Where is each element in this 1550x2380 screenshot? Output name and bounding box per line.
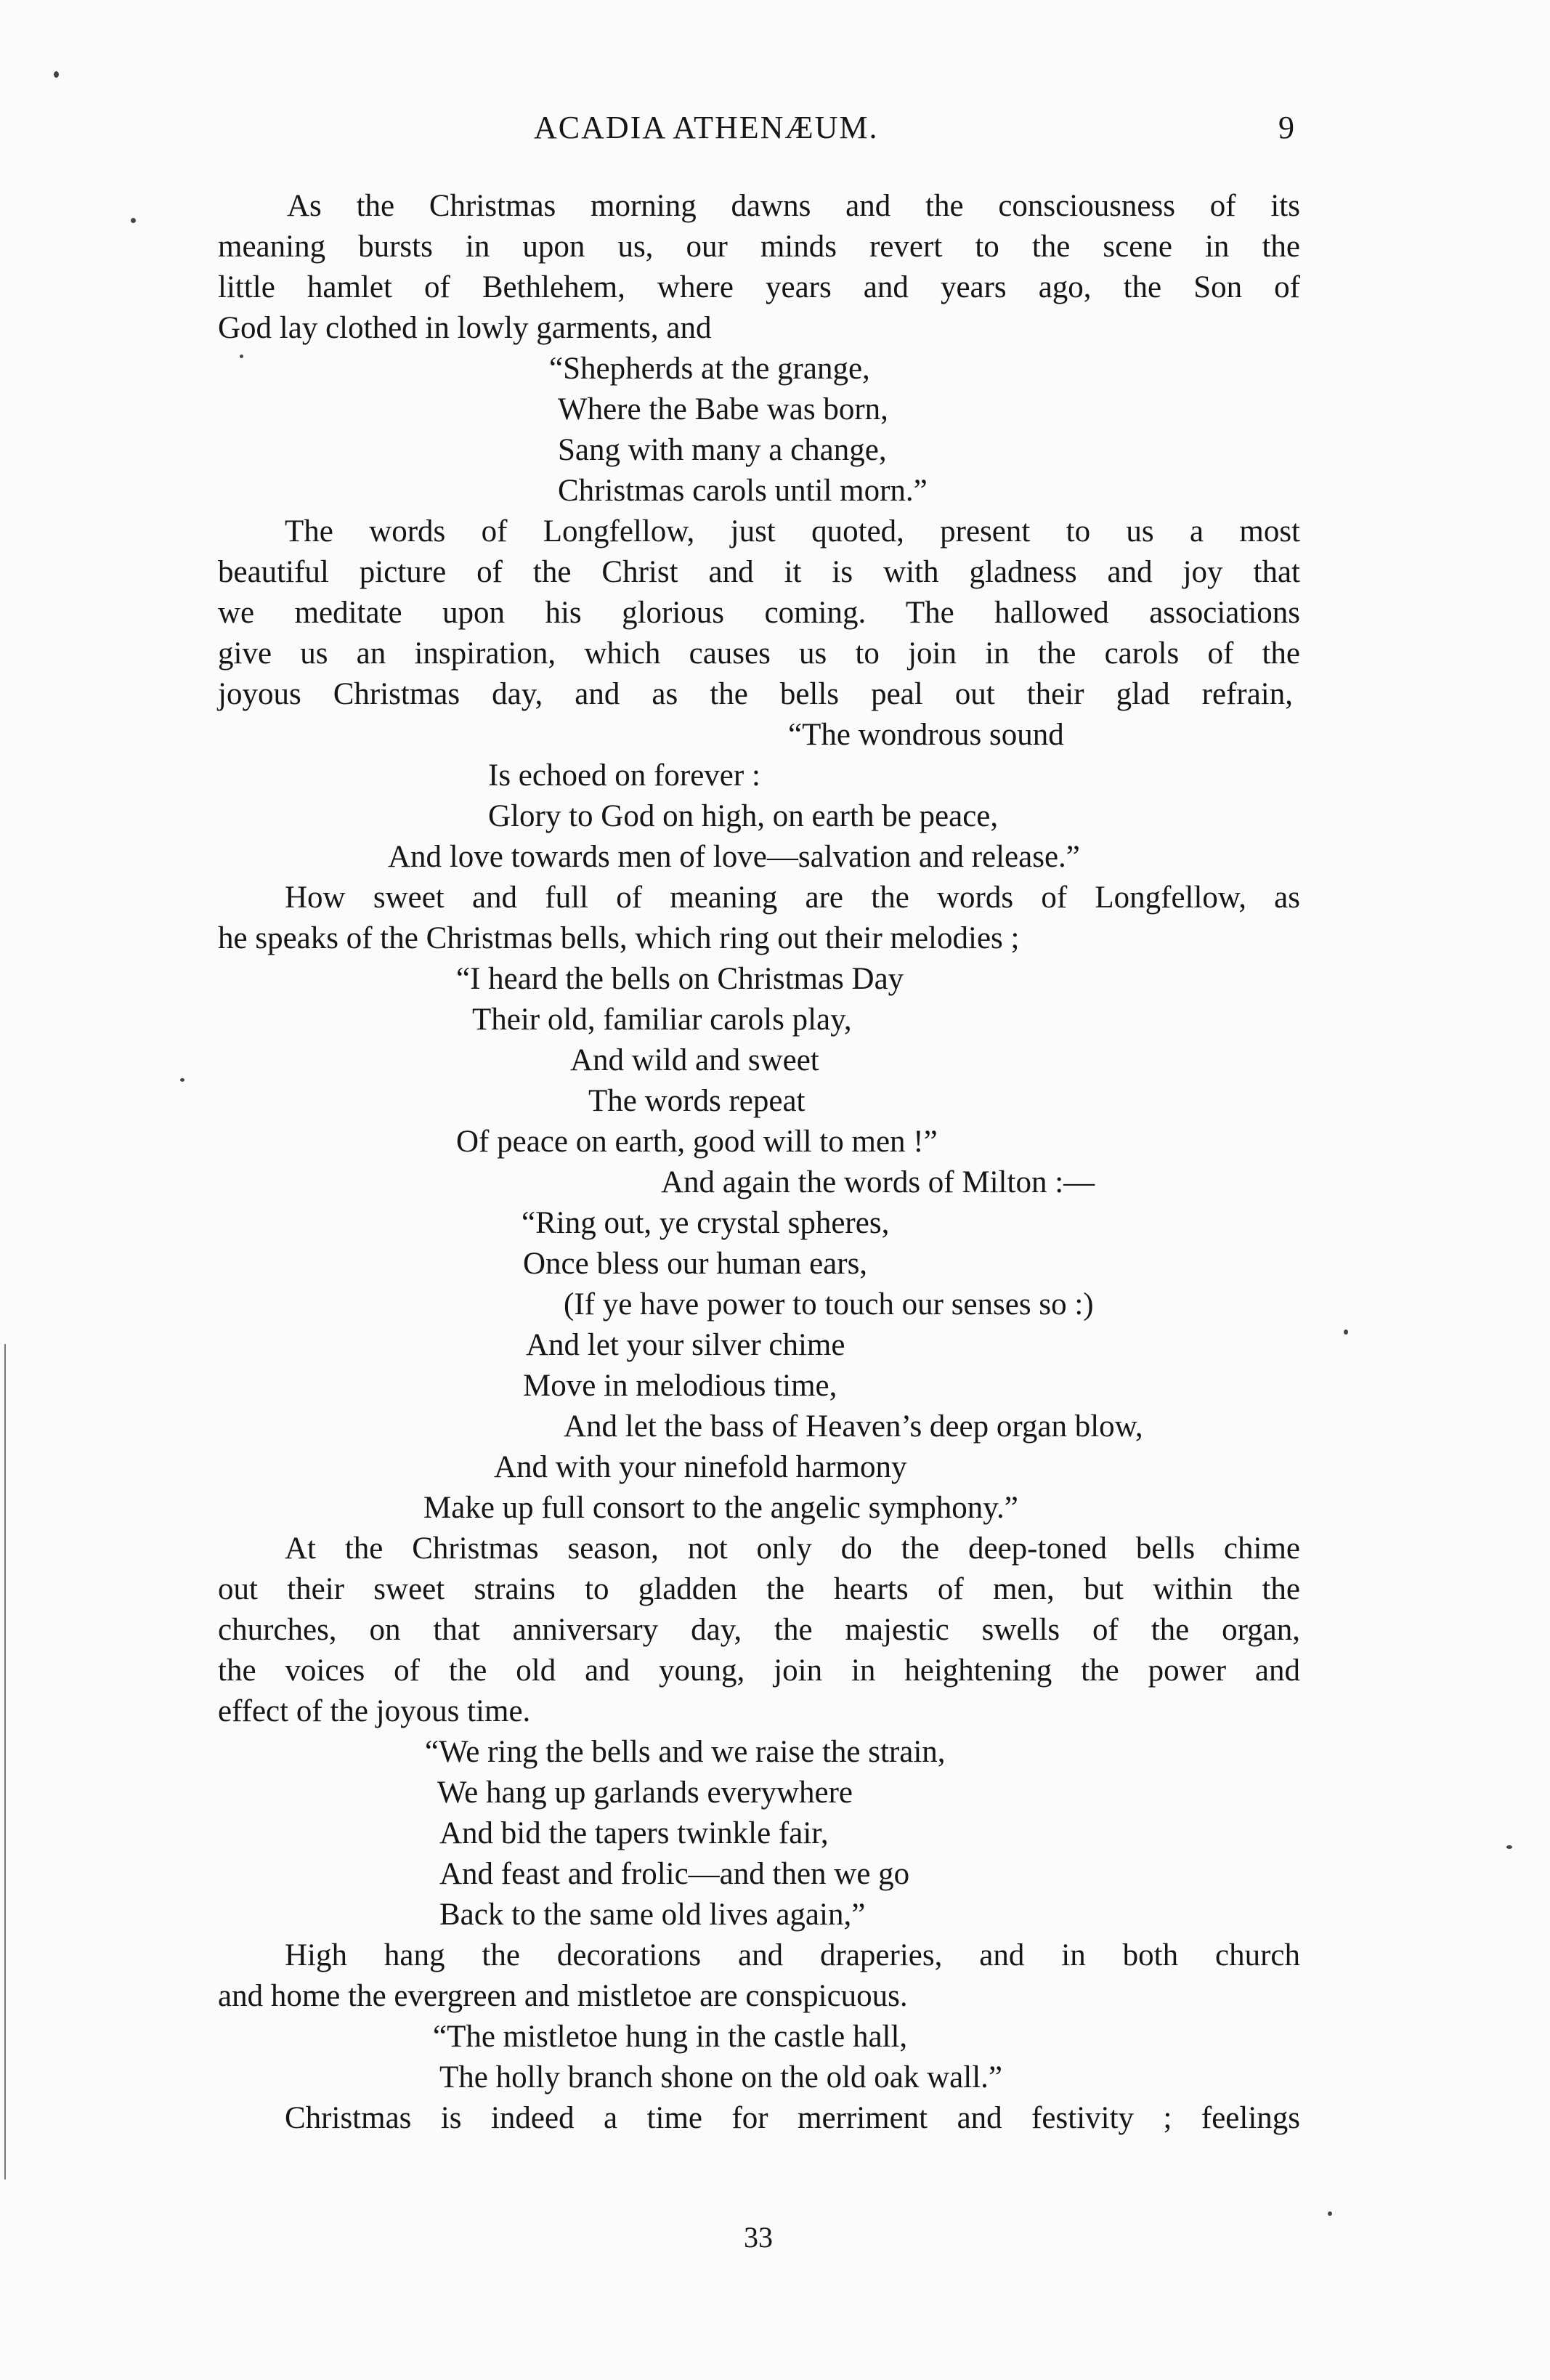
verse-line: “We ring the bells and we raise the strain, bbox=[425, 1735, 946, 1769]
verse-line: Their old, familiar carols play, bbox=[472, 1003, 852, 1037]
verse-line: Sang with many a change, bbox=[558, 433, 887, 467]
verse-line: “I heard the bells on Christmas Day bbox=[456, 962, 904, 996]
verse-line: We hang up garlands everywhere bbox=[437, 1776, 853, 1810]
text-line: give us an inspiration, which causes us to join in the carols of the bbox=[218, 636, 1300, 671]
verse-line: And love towards men of love—salvation and release.” bbox=[388, 840, 1080, 874]
verse-line: And bid the tapers twinkle fair, bbox=[439, 1816, 829, 1850]
ink-speck bbox=[1344, 1329, 1348, 1335]
verse-line: And let your silver chime bbox=[526, 1328, 845, 1362]
ink-speck bbox=[180, 1078, 184, 1082]
text-line: meaning bursts in upon us, our minds revert to the scene in the bbox=[218, 230, 1300, 264]
text-line: we meditate upon his glorious coming. The hallowed associations bbox=[218, 596, 1300, 630]
verse-line: Once bless our human ears, bbox=[523, 1247, 868, 1281]
verse-line: And with your ninefold harmony bbox=[494, 1450, 907, 1484]
text-line: little hamlet of Bethlehem, where years and years ago, the Son of bbox=[218, 270, 1300, 304]
verse-line: Make up full consort to the angelic symphony.” bbox=[423, 1491, 1018, 1525]
text-line: out their sweet strains to gladden the hearts of men, but within the bbox=[218, 1572, 1300, 1606]
ink-speck bbox=[131, 218, 136, 223]
verse-line: Back to the same old lives again,” bbox=[439, 1898, 866, 1932]
verse-line: The holly branch shone on the old oak wall.” bbox=[439, 2060, 1002, 2094]
verse-line: (If ye have power to touch our senses so :) bbox=[564, 1287, 1094, 1321]
text-line: How sweet and full of meaning are the words of Longfellow, as bbox=[285, 881, 1300, 915]
signature-mark: 33 bbox=[744, 2221, 773, 2254]
text-line: As the Christmas morning dawns and the consciousness of its bbox=[287, 189, 1300, 223]
ink-speck bbox=[54, 71, 59, 78]
verse-line: “Ring out, ye crystal spheres, bbox=[522, 1206, 890, 1240]
verse-line: “The mistletoe hung in the castle hall, bbox=[433, 2020, 908, 2054]
verse-line: Where the Babe was born, bbox=[558, 392, 888, 426]
text-line: The words of Longfellow, just quoted, present to us a most bbox=[285, 514, 1300, 549]
text-line: Christmas is indeed a time for merriment and festivity ; feelings bbox=[285, 2101, 1300, 2135]
page-number: 9 bbox=[1278, 110, 1294, 145]
running-title: ACADIA ATHENÆUM. bbox=[534, 110, 879, 145]
verse-line: And feast and frolic—and then we go bbox=[439, 1857, 910, 1891]
verse-line: “The wondrous sound bbox=[788, 718, 1064, 752]
text-line: God lay clothed in lowly garments, and bbox=[218, 311, 712, 345]
ink-speck bbox=[1328, 2211, 1332, 2216]
verse-line: Is echoed on forever : bbox=[488, 758, 760, 793]
text-line: At the Christmas season, not only do the deep-toned bells chime bbox=[285, 1531, 1300, 1566]
verse-line: Glory to God on high, on earth be peace, bbox=[488, 799, 999, 833]
verse-line: And wild and sweet bbox=[570, 1043, 819, 1077]
text-line: the voices of the old and young, join in heightening the power and bbox=[218, 1654, 1300, 1688]
text-line: and home the evergreen and mistletoe are conspicuous. bbox=[218, 1979, 908, 2013]
text-line: effect of the joyous time. bbox=[218, 1694, 531, 1728]
verse-line: Move in melodious time, bbox=[523, 1369, 837, 1403]
verse-line: “Shepherds at the grange, bbox=[549, 352, 870, 386]
verse-line: And let the bass of Heaven’s deep organ blow, bbox=[564, 1409, 1143, 1444]
text-line: joyous Christmas day, and as the bells peal out their glad refrain, bbox=[218, 677, 1293, 711]
text-line: High hang the decorations and draperies, and in both church bbox=[285, 1938, 1300, 1972]
verse-line: Christmas carols until morn.” bbox=[558, 474, 928, 508]
scan-edge-shadow bbox=[4, 1344, 6, 2179]
text-line: beautiful picture of the Christ and it is with gladness and joy that bbox=[218, 555, 1300, 589]
verse-line: Of peace on earth, good will to men !” bbox=[456, 1125, 938, 1159]
verse-line: The words repeat bbox=[588, 1084, 806, 1118]
text-line: And again the words of Milton :— bbox=[661, 1165, 1095, 1199]
ink-speck bbox=[240, 355, 243, 358]
text-line: he speaks of the Christmas bells, which ring out their melodies ; bbox=[218, 921, 1020, 955]
text-line: churches, on that anniversary day, the majestic swells of the organ, bbox=[218, 1613, 1300, 1647]
ink-speck bbox=[1506, 1845, 1512, 1849]
